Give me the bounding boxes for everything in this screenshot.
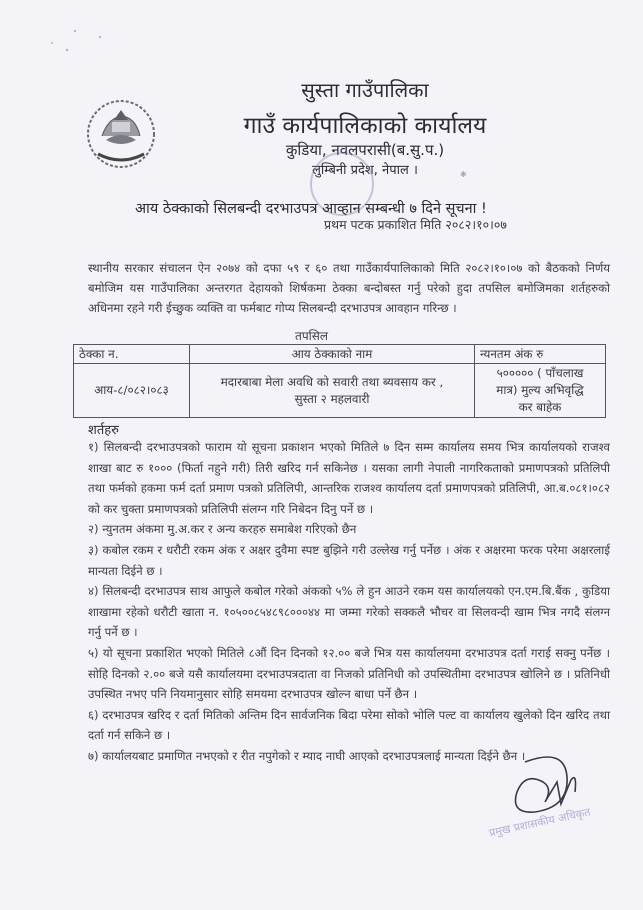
contract-name-line: सुस्ता २ महलवारी bbox=[294, 391, 370, 406]
terms-heading: शर्तहरु bbox=[88, 423, 119, 438]
office-address: कुडिया, नवलपरासी(ब.सु.प.) bbox=[285, 141, 445, 159]
term-item: ६) दरभाउपत्र खरिद र दर्ता मितिको अन्तिम दिन सार्वजनिक बिदा परेमा सोको भोलि पल्ट वा कार्यालय खुलेको दिन खरिद तथा दर्ता गर्न सकिने छ । bbox=[88, 707, 610, 743]
header-minimum-amount: न्यनतम अंक रु bbox=[475, 345, 606, 364]
contract-no-cell: आय-८/०८२।०८३ bbox=[74, 364, 190, 418]
term-item: २) न्युनतम अंकमा मु.अ.कर र अन्य करहरु समाबेश गरिएको छैन bbox=[88, 522, 357, 537]
term-item: १) सिलबन्दी दरभाउपत्रको फाराम यो सूचना प्रकाशन भएको मितिले ७ दिन सम्म कार्यालय समय भित्र कार्यालयको राजश्व शाखा बाट रु १००० (फिर्ता नहुने गरी) तिरी खरिद गर्न सकिनेछ । यसका लागी नेपाली नागरिकताको प्रमाणपत्रको प्रतिलिपी तथा फर्मको हकमा फर्म दर्ता प्रमाण पत्रको प्रतिलिपी, आन्तरिक राजश्व कार्यालय दर्ता प्रमाणपत्रको प्रतिलिपी, आ.ब.०८१।०८२ को कर चुक्ता प्रमाणपत्रको प्रतिलिपी संलग्न गरि निबेदन दिनु पर्ने छ । bbox=[88, 440, 610, 516]
municipality-name: सुस्ता गाउँपालिका bbox=[301, 78, 429, 102]
term-item: ७) कार्यालयबाट प्रमाणित नभएको र रीत नपुगेको र म्याद नाघी आएको दरभाउपत्रलाई मान्यता दिईने छैन । bbox=[88, 748, 526, 763]
amount-line: मात्र) मुल्य अभिवृद्धि bbox=[496, 383, 584, 397]
minimum-amount-cell bbox=[475, 364, 606, 418]
province-country: लुम्बिनी प्रदेश, नेपाल । bbox=[312, 163, 418, 178]
nepal-government-emblem-icon bbox=[84, 96, 158, 170]
table-header-row bbox=[74, 345, 606, 364]
header-contract-name: आय ठेक्काको नाम bbox=[190, 345, 475, 364]
officer-seal-text: प्रमुख प्रशासकीय अधिकृत bbox=[487, 805, 592, 840]
term-item: ३) कबोल रकम र धरौटी रकम अंक र अक्षर दुवैमा स्पष्ट बुझिने गरी उल्लेख गर्नु पर्नेछ । अंक र अक्षरमा फरक परेमा अक्षरलाई मान्यता दिईने छ । bbox=[88, 542, 610, 578]
contract-name-line: मदारबाबा मेला अवधि को सवारी तथा ब्यवसाय कर , bbox=[220, 374, 444, 389]
contract-name-cell bbox=[190, 364, 475, 418]
term-item: ५) यो सूचना प्रकाशित भएको मितिले ८औं दिन दिनको १२.०० बजे भित्र यस कार्यालयमा दरभाउपत्र दर्ता गराई सक्नु पर्नेछ । सोहि दिनको २.०० बजे यसै कार्यालयमा दरभाउपत्रदाता वा निजको प्रतिनिधी को उपस्थितीमा दरभाउपत्र खोलिने छ । प्रतिनिधी उपस्थित नभए पनि नियमानुसार सोहि समयमा दरभाउपत्र खोल्न बाधा पर्ने छैन । bbox=[88, 645, 610, 702]
schedule-label: तपसिल bbox=[295, 329, 329, 343]
terms-list bbox=[88, 437, 610, 767]
table-row bbox=[74, 364, 606, 418]
amount-line: कर बाहेक bbox=[518, 400, 562, 414]
contract-schedule-table bbox=[73, 344, 606, 418]
notice-title: आय ठेक्काको सिलबन्दी दरभाउपत्र आव्हान सम्बन्धी ७ दिने सूचना ! bbox=[135, 201, 487, 217]
publish-date: प्रथम पटक प्रकाशित मिति २०८२।१०।०७ bbox=[324, 217, 507, 232]
header-contract-no: ठेक्का न. bbox=[74, 345, 190, 364]
term-item: ४) सिलबन्दी दरभाउपत्र साथ आफुले कबोल गरेको अंकको ५% ले हुन आउने रकम यस कार्यालयको एन.एम.बि.बैंक , कुडिया शाखामा रहेको धरौटी खाता न. १०५००८५४८९८०००४४ मा जम्मा गरेको सक्कलै भौचर वा सिलवन्दी खाम भित्र नगदै संलग्न गर्नु पर्ने छ । bbox=[88, 584, 610, 640]
scan-speck-marks bbox=[40, 28, 110, 58]
stamp-mark: ✱ bbox=[460, 170, 467, 179]
amount-line: ५००००० ( पाँचलाख bbox=[496, 366, 584, 380]
intro-paragraph: स्थानीय सरकार संचालन ऐन २०७४ को दफा ५९ र ६० तथा गाउँकार्यपालिकाको मिति २०८२।१०।०७ को बैठकको निर्णय बमोजिम यस गाउँपालिका अन्तरगत देहायको शिर्षकमा ठेक्का बन्दोबस्त गर्नु परेको हुदा तपसिल बमोजिमका शर्तहरुको अधिनमा रहने गरी ईच्छुक व्यक्ति वा फर्मबाट गोप्य सिलबन्दी दरभाउपत्र आवहान गरिन्छ । bbox=[88, 261, 610, 315]
office-name: गाउँ कार्यपालिकाको कार्यालय bbox=[243, 113, 487, 139]
